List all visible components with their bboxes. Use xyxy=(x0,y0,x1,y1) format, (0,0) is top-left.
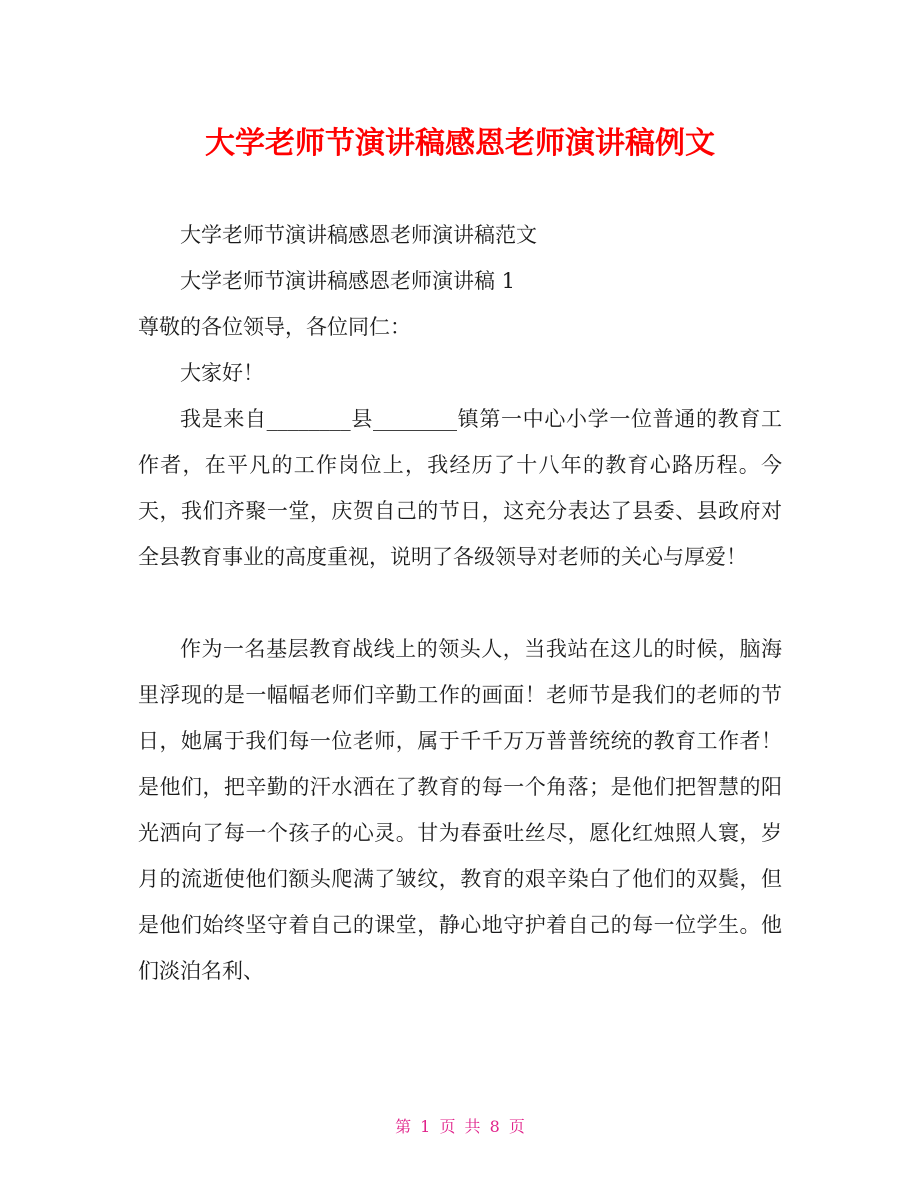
page-footer: 第 1 页 共 8 页 xyxy=(395,1117,525,1136)
document-body xyxy=(138,212,782,994)
paragraph-introduction: 我是来自________县________镇第一中心小学一位普通的教育工作者，在平凡的工作岗位上，我经历了十八年的教育心路历程。今天，我们齐聚一堂，庆贺自己的节日，这充分表达了县委、县政府对全县教育事业的高度重视，说明了各级领导对老师的关心与厚爱！ xyxy=(138,407,782,569)
paragraph-greeting: 大家好！ xyxy=(180,361,264,385)
document-title: 大学老师节演讲稿感恩老师演讲稿例文 xyxy=(205,126,715,161)
paragraph-salutation: 尊敬的各位领导，各位同仁： xyxy=(138,315,411,339)
paragraph-spacer xyxy=(138,580,782,626)
paragraph-subtitle: 大学老师节演讲稿感恩老师演讲稿范文 xyxy=(180,223,537,247)
paragraph-heading: 大学老师节演讲稿感恩老师演讲稿 1 xyxy=(180,269,516,293)
paragraph-body: 作为一名基层教育战线上的领头人，当我站在这儿的时候，脑海里浮现的是一幅幅老师们辛勤工作的画面！老师节是我们的老师的节日，她属于我们每一位老师，属于千千万万普普统统的教育工作者！是他们，把辛勤的汗水洒在了教育的每一个角落；是他们把智慧的阳光洒向了每一个孩子的心灵。甘为春蚕吐丝尽，愿化红烛照人寰，岁月的流逝使他们额头爬满了皱纹，教育的艰辛染白了他们的双鬓，但是他们始终坚守着自己的课堂，静心地守护着自己的每一位学生。他们淡泊名利、 xyxy=(138,637,782,983)
